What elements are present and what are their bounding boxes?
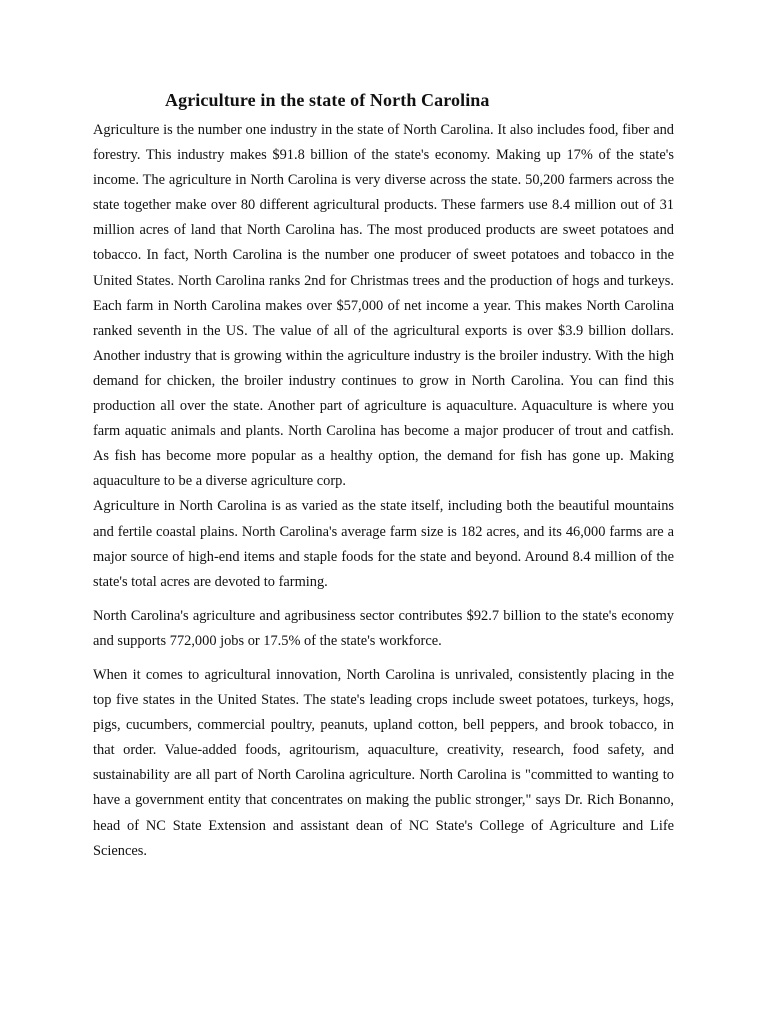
document-title: Agriculture in the state of North Carolina xyxy=(165,90,490,110)
paragraph-agricultural-innovation: When it comes to agricultural innovation, North Carolina is unrivaled, consistently placing in the top five states in the United States. The state's leading crops include sweet potatoes, turkeys, hogs, pigs, cucumbers, commercial poultry, peanuts, upland cotton, bell peppers, and brook tobacco, in that order. Value-added foods, agritourism, aquaculture, creativity, research, food safety, and sustainability are all part of North Carolina agriculture. North Carolina is "committed to wanting to have a government entity that concentrates on making the public stronger," says Dr. Rich Bonanno, head of NC State Extension and assistant dean of NC State's College of Agriculture and Life Sciences. xyxy=(93,666,674,859)
paragraph-agribusiness-economy: North Carolina's agriculture and agribusiness sector contributes $92.7 billion to the state's economy and supports 772,000 jobs or 17.5% of the state's workforce. xyxy=(93,607,674,649)
paragraph-farm-diversity: Agriculture in North Carolina is as varied as the state itself, including both the beautiful mountains and fertile coastal plains. North Carolina's average farm size is 182 acres, and its 46,000 farms are a major source of high-end items and staple foods for the state and beyond. Around 8.4 million of the state's total acres are devoted to farming. xyxy=(93,498,674,590)
document-page xyxy=(93,88,674,864)
paragraph-agriculture-overview: Agriculture is the number one industry in the state of North Carolina. It also includes food, fiber and forestry. This industry makes $91.8 billion of the state's economy. Making up 17% of the state's income. The agriculture in North Carolina is very diverse across the state. 50,200 farmers across the state together make over 80 different agricultural products. These farmers use 8.4 million out of 31 million acres of land that North Carolina has. The most produced products are sweet potatoes and tobacco. In fact, North Carolina is the number one producer of sweet potatoes and tobacco in the United States. North Carolina ranks 2nd for Christmas trees and the production of hogs and turkeys. Each farm in North Carolina makes over $57,000 of net income a year. This makes North Carolina ranked seventh in the US. The value of all of the agricultural exports is over $3.9 billion dollars. Another industry that is growing within the agriculture industry is the broiler industry. With the high demand for chicken, the broiler industry continues to grow in North Carolina. You can find this production all over the state. Another part of agriculture is aquaculture. Aquaculture is where you farm aquatic animals and plants. North Carolina has become a major producer of trout and catfish. As fish has become more popular as a healthy option, the demand for fish has gone up. Making aquaculture to be a diverse agriculture corp. xyxy=(93,122,674,490)
